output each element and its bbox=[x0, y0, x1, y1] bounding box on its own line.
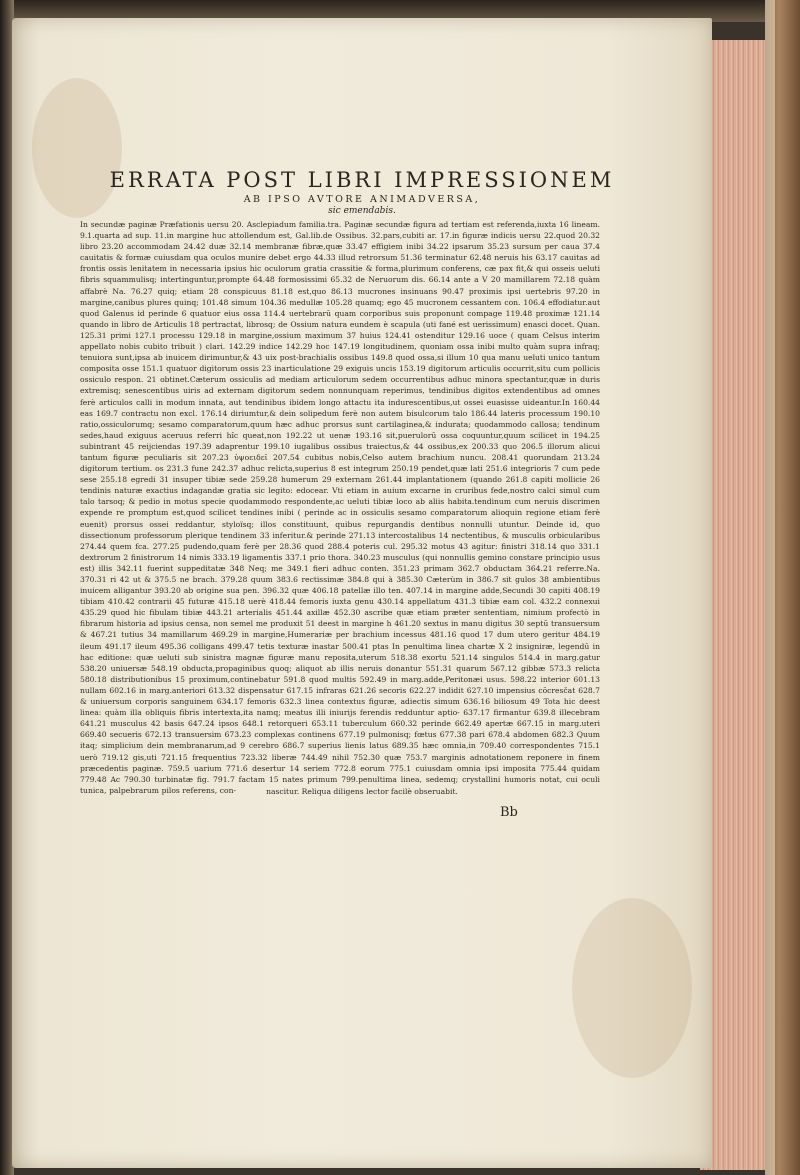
paper-stain bbox=[572, 898, 692, 1078]
errata-subtitle: AB IPSO AVTORE ANIMADVERSA, bbox=[243, 194, 481, 205]
errata-title: ERRATA POST LIBRI IMPRESSIONEM bbox=[109, 168, 615, 192]
errata-body-text: In secundæ paginæ Præfationis uersu 20. Asclepiadum familia.tra. Paginæ secundæ figura ad tertiam est referenda,iuxta 16 lineam. 9.1.quarta ad sup. 11.in margine huc attollendum est, Gal.lib.de Ossibus. 32.pars,cubiti ar. 17.in figuræ indicis uersu 22.quod 20.32 libro 23.20 accommodam 24.42 duæ 32.14 membranæ fibræ,quæ 33.47 effigiem inibi 34.22 ipsarum 35.23 sursum per caua 37.4 cauitatis & formæ cuiusdam qua oculos munire debet ergo 44.33 illud retrorsum 51.36 terminatur 62.48 neruis his 63.17 cauitas ad frontis ossis lenitatem in necessaria ipsius hic oculorum gratia crassitie & forma,plurimum conferens, cæ pax fit,& qui osseis ueluti fibris squammulisq; intertinguntur,prompte 64.48 formosissimi 65.32 de Neruorum dis. 66.14 ante a V 20 mamillarem 72.18 quàm affabrè Na. 76.27 quiq; etiam 28 conspicuus 81.18 est,quo 86.13 mucrones insinuans 90.47 proximis ipsi uertebris 97.20 in margine,canibus plures quinq; 101.48 simum 104.36 medullæ 105.28 quamq; ego 45 mucronem cessantem con. 106.4 effodiatur.aut quod Galenus id perinde 6 quatuor eius ossa 114.4 uertebrarū quam corporibus suis proponunt compage 119.48 proximæ 121.14 quando in libro de Articulis 18 pertractat, librosq; de Ossium natura eundem è scapula (uti fané est uerissimum) enasci docet. Quan. 125.31 primi 127.1 processu 129.18 in margine,ossium maximum 37 huius 124.41 ostenditur 129.16 uoce ( quam Celsus interim appellato nobis cubito tribuit ) clari. 142.29 indice 142.29 hoc 147.19 longitudinem, quoniam ossa inibi multo quàm supra infraq; tenuiora sunt,ipsa ab inuicem dirimuntur,& 43 uix post-brachialis ossibus 149.8 quod ossa,si illum 10 qua manu ueluti unico tantum composita osse 151.1 quatuor digitorum ossis 23 inarticulatione 29 exiguis uncis 153.19 digitorum articulis occurrit,situ cum pollicis ossiculo respon. 21 obtinet.Cæterum ossiculis ad mediam articulorum sedem occurrentibus adhuc minora spectantur,quæ in duris extremisq; senescentibus uiris ad externam digitorum sedem nonnunquam reperimus, tendinibus digitos extendentibus ad omnes ferè articulos calli in modum innata, aut tendinibus ibidem longo attactu ita indurescentibus,ut ossei euasisse uideantur.In 160.44 eas 169.7 contractu non excl. 176.14 diriumtur,& dein solipedum ferè non autem bisulcorum talo 186.44 lateris processum 190.10 ratio,ossiculorumq; sesamo comparatorum,quum hæc adhuc prorsus sunt cartilaginea,& indurata; quodammodo callosa; tendinum sedes,haud exiguus aceruus referri hîc queat,non 192.22 ut uenæ 193.16 sit,puerulorū ossa coquuntur,quum scilicet in 194.25 subintrant 45 reijciendas 197.39 adaprentur 199.10 iugalibus ossibus traiectus,& 44 ossibus,ex 200.33 quo 206.5 illorum alicui tantum figuræ peculiaris sit 207.23 ὑψοειδεῖ 207.54 cubitus nobis,Celso autem brachium nuncu. 208.41 quorundam 213.24 digitorum tertium. os 231.3 fune 242.37 adhuc relicta,superius 8 est integrum 250.19 pendet,quæ lati 251.6 integrioris 7 cum pede sese 255.18 egredi 31 insuper tibiæ sede 259.28 humerum 29 externam 261.44 implantationem (quando 261.8 capiti mollicie 26 tendinis naturæ exactius indagandæ gratia sic legito: edocear. Vti etiam in auium excarne in cruribus fede,nostro calci simul cum talo tarsoq; & pedio in motus specie quodammodo respondente,ac ueluti tibiæ loco ab aliis habita.tendinum cum neruis discrimen expende re promptum est,quod scilicet tendines inibi ( perinde ac in ossiculis sesamo comparatorum alioquin regione etiam ferè euenit) prorsus ossei reddantur, styloïsq; illos constituunt, quibus repurgandis dentibus nonnulli utuntur. Deinde id, quo dissectionum professorum plerique tendinem 33 inferitur.& perinde 271.13 intercostalibus 14 nectentibus, & musculis orbicularibus 274.44 quem fca. 277.25 pudendo,quam ferè per 28.36 quod 288.4 poteris cul. 295.32 motus 43 agitur: finistri 318.14 quo 331.1 dextrorum 2 finistrorum 14 nimis 333.19 ligamentis 337.1 prio thora. 340.23 musculus (qui nonnullis gemino constare principio usus est) illis 342.11 fuerint suppeditatæ 348 Neq; me 349.1 fieri adhuc conten. 351.23 primam 362.7 obductam 364.21 referre.Na. 370.31 ri 42 ut & 375.5 ne brach. 379.28 quum 383.6 rectissimæ 384.8 qui à 385.30 Cæterùm in 386.7 sit gulos 38 ambientibus inuicem alligantur 393.20 ab origine sua pen. 396.32 quæ 406.18 patellæ illo ten. 407.14 in margine adde,Secundi 30 capiti 408.19 tibiam 410.42 contrarii 45 futuræ 415.18 uerè 418.44 femoris iuxta genu 430.14 appellatum 431.3 tibiæ eam col. 432.2 connexui 435.29 quod hic fibulam tibiæ 443.21 arterialis 451.44 axillæ 452.30 ascribe quæ etiam præter sententiam, nimium profectò in fibrarum historia ad ipsius censa, non semel me produxit 51 deest in margine h 461.20 sextus in manu digitus 30 septū transuersum & 467.21 tutius 34 mamillarum 469.29 in margine,Humerariæ per brachium incessus 481.16 quod 17 dum utero geritur 484.19 ileum 491.17 ileum 495.36 colligans 499.47 tetis texturæ inastar 500.41 ptas In penultima linea chartæ X 2 insigniræ, legendū in hac editione: quæ ueluti sub sinistra magnæ figuræ manu reposita,uterum 518.38 exortu 521.14 singulos 514.4 in marg.gatur 538.20 uniuersæ 548.19 obducta,propaginibus quoq; aliquot ab illis neruis donantur 551.31 quarum 567.12 gibbæ 573.3 relicta 580.18 distributionibus 15 proximum,continebatur 591.8 quod multis 592.49 in marg.adde,Peritonæi usus. 598.22 interior 601.13 nullam 602.16 in marg.anteriori 613.32 dispensatur 617.15 infraras 621.26 secoris 622.27 indidit 627.10 impensius cōcresčat 628.7 & uniuersum corporis sanguinem 634.17 femoris 632.3 linea contextus figuræ, adiectis simum 636.16 biliosum 49 Tota hic deest linea: quàm illa obliquis fibris intertexta,ita namq; meatus illi iniurijs ferendis redduntur aptio- 637.17 firmantur 639.8 illecebram 641.21 musculus 42 basis 647.24 ipsos 648.1 retorqueri 653.11 tuberculum 660.32 perinde 662.49 apertæ 667.15 in marg.uteri 669.40 secueris 672.13 transuersim 673.23 complexas continens 677.19 pulmonisq; fœtus 677.38 pari 678.4 abdomen 682.3 Quum itaq; simplicium dein membranarum,ad 9 cerebro 686.7 superius lienis latus 689.35 hæc omnia,in 709.40 correspondentes 715.1 uerò 719.12 gis,uti 721.15 frequentius 723.32 liberæ 744.49 nihil 752.30 quæ 753.7 marginis adnotationem reponere in finem præcedentis paginæ. 759.5 uarium 771.6 desertur 14 seriem 772.8 eorum 775.1 cuiusdam omnia ipsi imposita 775.44 quidam 779.48 Ac 790.30 turbinatæ fig. 791.7 factam 15 nates primum 799.penultima linea, sedemq; crystallini humoris notat, cui oculi tunica, palpebrarum pilos referens, con- bbox=[80, 220, 600, 795]
errata-subtitle-italic: sic emendabis. bbox=[328, 206, 396, 216]
signature-mark: Bb bbox=[500, 805, 518, 820]
errata-closing-text: nascitur. Reliqua diligens lector facilè obseruabit. bbox=[266, 787, 458, 796]
cover-lining bbox=[765, 0, 775, 1175]
book-page bbox=[12, 18, 712, 1168]
